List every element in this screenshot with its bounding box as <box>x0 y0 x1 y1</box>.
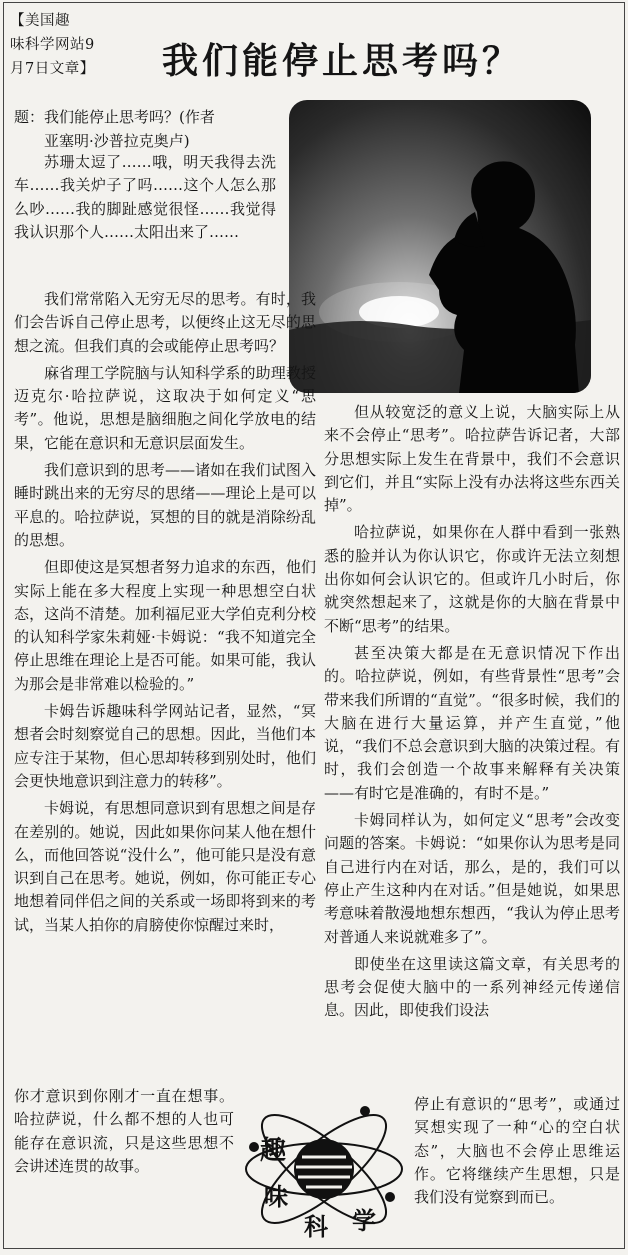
article-paragraph: 但从较宽泛的意义上说，大脑实际上从来不会停止“思考”。哈拉萨告诉记者，大部分思想实际上发生在背景中，我们不会意识到它们，并且“实际上没有办法将这些东西关掉”。 <box>324 403 620 515</box>
byline-line: 题：我们能停止思考吗？(作者 <box>14 108 215 126</box>
article-paragraph: 但即使这是冥想者努力追求的东西，他们实际上能在多大程度上实现一种思想空白状态，这尚不清楚。加利福尼亚大学伯克利分校的认知科学家朱莉娅·卡姆说：“我不知道完全停止思维在理论上是否可能。如果可能，我认为那会是非常难以检验的。” <box>14 558 316 693</box>
article-paragraph: 我们常常陷入无穷无尽的思考。有时，我们会告诉自己停止思考，以便终止这无尽的思想之流。但我们真的会或能停止思考吗？ <box>14 290 316 355</box>
article-column-right <box>324 401 620 1027</box>
atom-logo-icon <box>240 1097 408 1242</box>
byline <box>14 105 294 153</box>
newspaper-page <box>3 2 625 1249</box>
logo-char: 学 <box>352 1207 376 1235</box>
byline-line: 亚塞明·沙普拉克奥卢) <box>44 132 190 150</box>
article-paragraph: 卡姆告诉趣味科学网站记者，显然，“冥想者会时刻察觉自己的思想。因此，当他们本应专注于某物，但心思却转移到别处时，他们会更快地意识到注意力的转移”。 <box>14 702 316 790</box>
source-line: 月7日文章】 <box>10 61 95 77</box>
article-column-left <box>14 288 316 941</box>
article-paragraph: 甚至决策大都是在无意识情况下作出的。哈拉萨说，例如，有些背景性“思考”会带来我们所谓的“直觉”。“很多时候，我们的大脑在进行大量运算，并产生直觉，”他说，“我们不总会意识到大脑的决策过程。有时，我们会创造一个故事来解释有关决策——有时它是准确的，有时不是。” <box>324 643 620 802</box>
logo-char: 科 <box>304 1213 328 1241</box>
source-line: 味科学网站9 <box>10 37 95 53</box>
article-paragraph: 哈拉萨说，如果你在人群中看到一张熟悉的脸并认为你认识它，你或许无法立刻想出你如何会认识它的。但或许几小时后，你就突然想起来了，这就是你的大脑在背景中不断“思考”的结果。 <box>324 523 620 635</box>
source-line: 【美国趣 <box>10 13 70 29</box>
logo-char: 味 <box>264 1183 288 1211</box>
intro-paragraph: 苏珊太逗了……哦，明天我得去洗车……我关炉子了吗……这个人怎么那么吵……我的脚趾感觉很怪……我觉得我认识那个人……太阳出来了…… <box>14 153 276 241</box>
thinker-photo <box>289 100 591 393</box>
article-column-right-bottom <box>414 1093 620 1213</box>
headline: 我们能停止思考吗？ <box>162 40 523 82</box>
article-column-left-bottom <box>14 1085 234 1182</box>
logo-char: 趣 <box>260 1136 287 1166</box>
article-paragraph: 卡姆同样认为，如何定义“思考”会改变问题的答案。卡姆说：“如果你认为思考是同自己进行内在对话，那么，是的，我们可以停止产生这种内在对话。”但是她说，如果思考意味着散漫地想东想西，“我认为停止思考对普通人来说就难多了”。 <box>324 811 620 946</box>
article-paragraph: 卡姆说，有思想同意识到有思想之间是存在差别的。她说，因此如果你问某人他在想什么，而他回答说“没什么”，他可能只是没有意识到自己在思考。她说，例如，你可能正专心地想着同伴侣之间的关系或一场即将到来的考试，当某人拍你的肩膀使你惊醒过来时， <box>14 799 316 934</box>
article-paragraph: 即使坐在这里读这篇文章，有关思考的思考会促使大脑中的一系列神经元传递信息。因此，即使我们设法 <box>324 954 620 1020</box>
thinker-silhouette-icon <box>289 100 591 393</box>
fun-science-logo <box>240 1097 408 1242</box>
article-paragraph: 我们意识到的思考——诸如在我们试图入睡时跳出来的无穷尽的思绪——理论上是可以平息的。哈拉萨说，冥想的目的就是消除纷乱的思想。 <box>14 461 316 549</box>
article-paragraph: 你才意识到你刚才一直在想事。哈拉萨说，什么都不想的人也可能存在意识流，只是这些思想不会讲述连贯的故事。 <box>14 1087 234 1175</box>
intro-block <box>14 151 276 248</box>
article-paragraph: 停止有意识的“思考”，或通过冥想实现了一种“心的空白状态”，大脑也不会停止思维运作。它将继续产生思想，只是我们没有觉察到而已。 <box>414 1095 620 1207</box>
source-note <box>10 9 160 81</box>
article-paragraph: 麻省理工学院脑与认知科学系的助理教授迈克尔·哈拉萨说，这取决于如何定义“思考”。他说，思想是脑细胞之间化学放电的结果，它能在意识和无意识层面发生。 <box>14 363 316 452</box>
